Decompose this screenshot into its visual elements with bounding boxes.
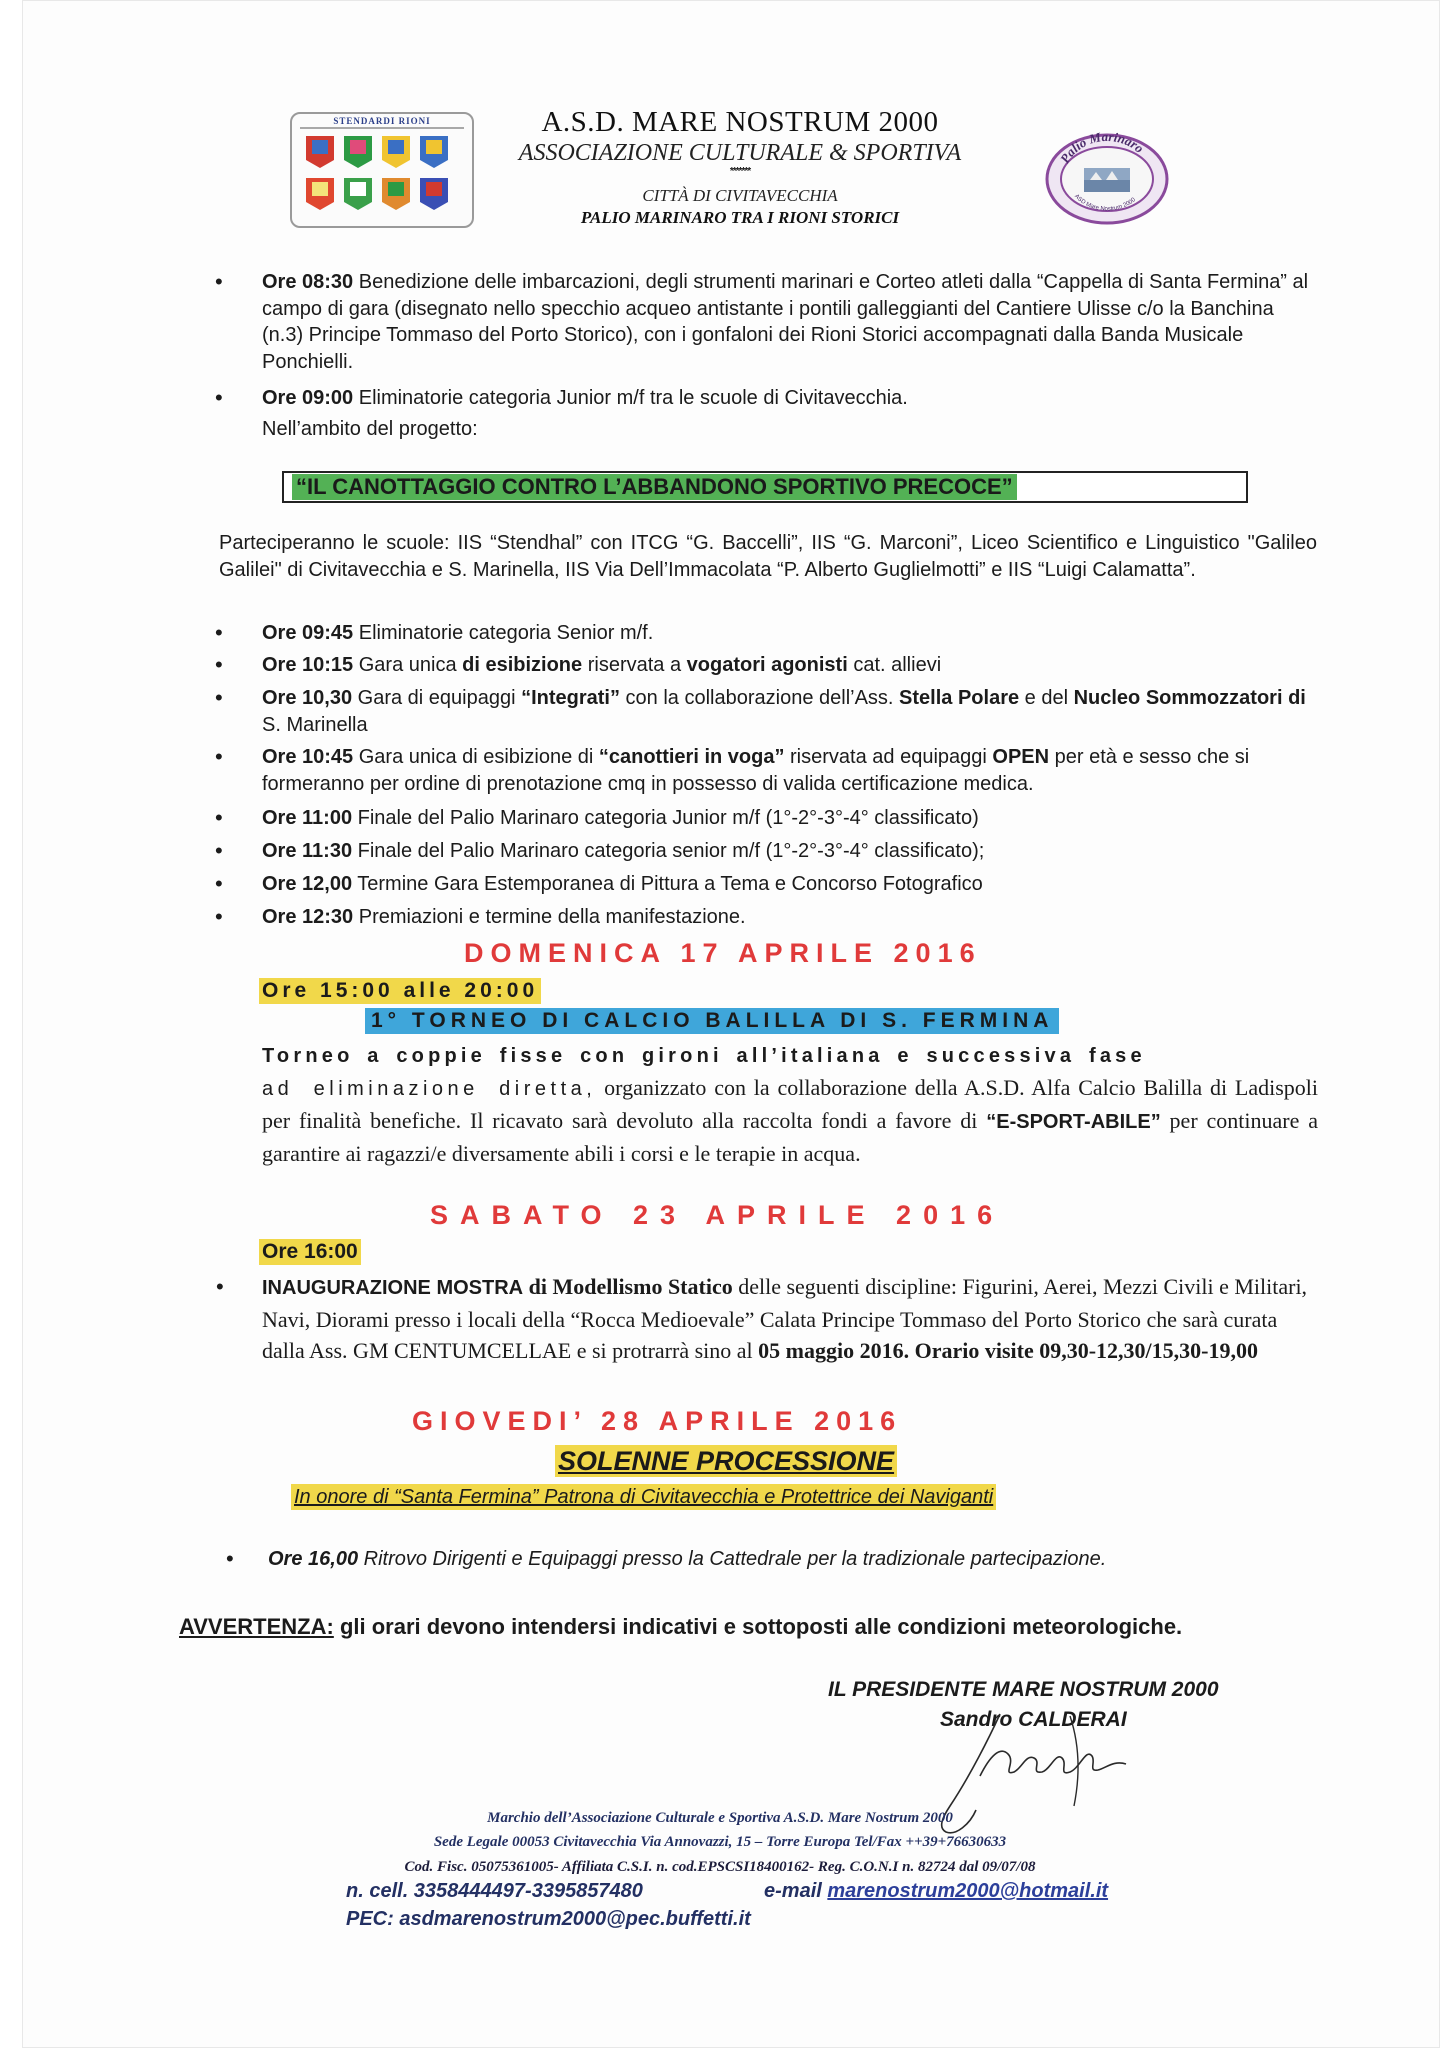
procession-title: SOLENNE PROCESSIONE xyxy=(555,1445,897,1477)
schedule-text-bold: “Integrati” xyxy=(521,687,620,709)
schedule-text: Gara di equipaggi xyxy=(352,687,522,709)
schedule-time: Ore 12,00 xyxy=(262,873,353,895)
schedule-time: Ore 08:30 xyxy=(262,271,354,293)
schedule-time: Ore 10:45 xyxy=(262,746,354,768)
desc-text: per continuare a garantire ai ragazzi/e diversamente abili i corsi e le terapie in acqua. xyxy=(262,1108,1318,1166)
schedule-item xyxy=(218,652,1318,679)
footer-cell: n. cell. 3358444497-3395857480 xyxy=(346,1880,643,1902)
project-title: “IL CANOTTAGGIO CONTRO L’ABBANDONO SPORTIVO PRECOCE” xyxy=(292,474,1017,500)
schedule-item xyxy=(218,904,1318,931)
schedule-time: Ore 10,30 xyxy=(262,687,353,709)
schedule-time: Ore 12:30 xyxy=(262,906,354,928)
schedule-text: Eliminatorie categoria Junior m/f tra le scuole di Civitavecchia. xyxy=(353,387,908,409)
warning-label: AVVERTENZA: xyxy=(179,1614,334,1639)
schedule-time: Ore 09:00 xyxy=(262,387,354,409)
schedule-time: Ore 11:00 xyxy=(262,807,353,829)
tournament-description xyxy=(262,1040,1318,1170)
procession-subtitle: In onore di “Santa Fermina” Patrona di Civitavecchia e Protettrice dei Naviganti xyxy=(291,1484,996,1510)
palio-marinaro-logo xyxy=(1044,132,1170,226)
schedule-item xyxy=(218,620,1318,647)
schedule-text: Finale del Palio Marinaro categoria Junior m/f (1°-2°-3°-4° classificato) xyxy=(352,807,979,829)
footer-pec: PEC: asdmarenostrum2000@pec.buffetti.it xyxy=(346,1908,751,1930)
schedule-time: Ore 10:15 xyxy=(262,654,354,676)
city-name: CITTÀ DI CIVITAVECCHIA xyxy=(642,186,838,205)
schedule-text-bold: Nucleo Sommozzatori di xyxy=(1073,687,1306,709)
schedule-time: Ore 11:30 xyxy=(262,840,353,862)
separator: ******* xyxy=(729,166,751,177)
event-name: PALIO MARINARO TRA I RIONI STORICI xyxy=(580,208,900,227)
footer-line-2: Sede Legale 00053 Civitavecchia Via Annovazzi, 15 – Torre Europa Tel/Fax ++39+76630633 xyxy=(433,1834,1007,1850)
schedule-text: con la collaborazione dell’Ass. xyxy=(620,687,900,709)
stendardi-rioni-logo xyxy=(290,112,474,228)
schedule-text-bold: di esibizione xyxy=(462,654,583,676)
schedule-item xyxy=(218,269,1318,375)
right-logo-text: Palio Marinaro xyxy=(1056,132,1147,166)
org-name: A.S.D. MARE NOSTRUM 2000 xyxy=(541,106,939,138)
schedule-text: Termine Gara Estemporanea di Pittura a Tema e Concorso Fotografico xyxy=(352,873,983,895)
schedule-text: cat. allievi xyxy=(847,654,942,676)
schedule-text-bold: OPEN xyxy=(992,746,1050,768)
warning-text: gli orari devono intendersi indicativi e sottoposti alle condizioni meteorologiche. xyxy=(333,1614,1183,1639)
schedule-text: S. Marinella xyxy=(262,713,368,736)
desc-line-spaced: Torneo a coppie fisse con gironi all’italiana e successiva fase xyxy=(262,1045,1146,1067)
org-type: ASSOCIAZIONE CULTURALE & SPORTIVA xyxy=(518,140,962,166)
day-heading-sunday: DOMENICA 17 APRILE 2016 xyxy=(464,938,982,968)
footer-line-1: Marchio dell’Associazione Culturale e Sportiva A.S.D. Mare Nostrum 2000 xyxy=(487,1810,953,1826)
email-label: e-mail xyxy=(764,1880,828,1902)
procession-time: Ore 16,00 xyxy=(268,1548,359,1570)
schedule-text: riservata ad equipaggi xyxy=(784,746,993,768)
right-logo-small: ASD Mare Nostrum 2000 xyxy=(1073,193,1137,213)
exhibition-text: delle seguenti discipline: Figurini, Aerei, Mezzi Civili e Militari, Navi, Diorami presso i locali della “Rocca Medioevale” Calata Principe Tommaso del Porto Storico che sarà curata dalla Ass. GM CENTUMCELLAE e si protrarrà sino al xyxy=(262,1274,1308,1363)
schedule-text: Benedizione delle imbarcazioni, degli strumenti marinari e Corteo atleti dalla “Cappella di Santa Fermina” al campo di gara (disegnato nello specchio acqueo antistante i pontili galleggianti del Cantiere Ulisse c/o la Banchina (n.3) Principe Tommaso del Porto Storico), con i gonfaloni dei Rioni Storici accompagnati dalla Banda Musicale Ponchielli. xyxy=(262,271,1309,373)
schedule-item xyxy=(218,838,1318,865)
schedule-item xyxy=(218,871,1318,898)
desc-text: organizzato con la collaborazione della A.S.D. Alfa Calcio Balilla di Ladispoli per finalità benefiche. Il ricavato sarà devoluto alla raccolta fondi a favore di xyxy=(262,1075,1318,1133)
schedule-item xyxy=(218,744,1318,797)
schedule-text: riservata a xyxy=(582,654,687,676)
tournament-title: 1° TORNEO DI CALCIO BALILLA DI S. FERMINA xyxy=(365,1008,1059,1034)
schedule-text-bold: vogatori agonisti xyxy=(686,654,848,676)
schedule-text-bold: Stella Polare xyxy=(899,687,1020,709)
schedule-text: Gara unica di esibizione di xyxy=(353,746,599,768)
exhibition-title: INAUGURAZIONE MOSTRA xyxy=(262,1277,524,1299)
schedule-text: per età e sesso che si formeranno per ordine di prenotazione cmq in possesso di valida certificazione medica. xyxy=(262,746,1250,795)
project-intro: Nell’ambito del progetto: xyxy=(262,418,478,440)
president-name: Sandro CALDERAI xyxy=(940,1708,1127,1731)
president-title: IL PRESIDENTE MARE NOSTRUM 2000 xyxy=(828,1678,1219,1701)
schedule-text: Gara unica xyxy=(353,654,463,676)
day-heading-saturday: SABATO 23 APRILE 2016 xyxy=(430,1200,1005,1230)
schedule-text: e del xyxy=(1019,687,1074,709)
schedule-text-bold: “canottieri in voga” xyxy=(598,746,785,768)
schedule-time: Ore 09:45 xyxy=(262,622,354,644)
logo-caption: STENDARDI RIONI xyxy=(333,116,431,126)
exhibition-dates: 05 maggio 2016. Orario visite 09,30-12,30/15,30-19,00 xyxy=(758,1338,1258,1363)
project-title-box xyxy=(282,471,1248,503)
schedule-text: Premiazioni e termine della manifestazione. xyxy=(353,906,746,928)
email-link[interactable]: marenostrum2000@hotmail.it xyxy=(827,1880,1109,1902)
day-heading-thursday: GIOVEDI’ 28 APRILE 2016 xyxy=(412,1406,903,1436)
desc-line-spaced: ad eliminazione diretta, xyxy=(262,1078,597,1100)
warning-note xyxy=(179,1608,1319,1645)
sunday-time: Ore 15:00 alle 20:00 xyxy=(259,978,541,1004)
schools-paragraph: Parteciperanno le scuole: IIS “Stendhal” con ITCG “G. Baccelli”, IIS “G. Marconi”, Liceo Scientifico e Linguistico "Galileo Galilei" di Civitavecchia e S. Marinella, IIS Via Dell’Immacolata “P. Alberto Guglielmotti” e IIS “Luigi Calamatta”. xyxy=(219,532,1317,581)
schedule-text: Finale del Palio Marinaro categoria senior m/f (1°-2°-3°-4° classificato); xyxy=(352,840,985,862)
saturday-time: Ore 16:00 xyxy=(259,1239,361,1265)
schedule-item xyxy=(218,685,1318,738)
exhibition-bullet: • INAUGURAZIONE MOSTRA di Modellismo Statico delle seguenti discipline: Figurini, Aerei, Mezzi Civili e Militari, Navi, Diorami presso i locali della “Rocca Medioevale” Calata Principe Tommaso del Porto Storico che sarà curata dalla Ass. GM CENTUMCELLAE e si protrarrà sino al 05 maggio 2016. Orario visite 09,30-12,30/15,30-19,00 xyxy=(216,1274,1308,1363)
desc-text-bold: “E-SPORT-ABILE” xyxy=(986,1111,1161,1133)
schedule-text: Eliminatorie categoria Senior m/f. xyxy=(353,622,654,644)
procession-bullet: • Ore 16,00 Ritrovo Dirigenti e Equipaggi presso la Cattedrale per la tradizionale partecipazione. xyxy=(226,1546,1107,1571)
footer-email-row xyxy=(764,1880,1108,1903)
schedule-item xyxy=(218,385,1318,412)
exhibition-subject: di Modellismo Statico xyxy=(523,1274,733,1299)
schedule-item xyxy=(218,805,1318,832)
footer-line-3: Cod. Fisc. 05075361005- Affiliata C.S.I. n. cod.EPSCSI18400162- Reg. C.O.N.I n. 82724 dal 09/07/08 xyxy=(404,1859,1036,1875)
procession-text: Ritrovo Dirigenti e Equipaggi presso la Cattedrale per la tradizionale partecipazione. xyxy=(358,1548,1107,1570)
